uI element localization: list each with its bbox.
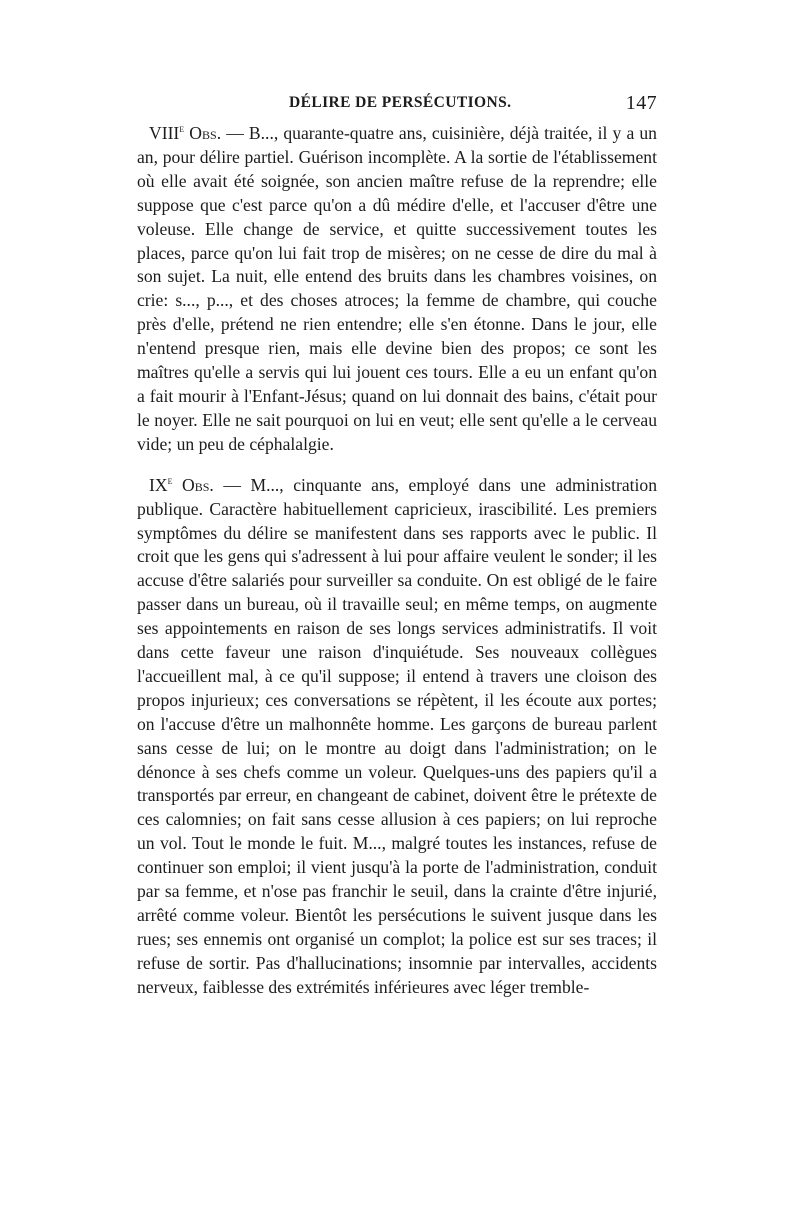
observation-text: — B..., quarante-quatre ans, cuisinière, déjà traitée, il y a un an, pour délire partiel. Guérison incomplète. A la sortie de l'établissement où elle avait été soignée, son ancien maître refuse de la reprendre; elle suppose que c'est parce qu'on a dû médire d'elle, et l'accuser d'être une voleuse. Elle change de service, et quitte successivement toutes les places, parce qu'on lui fait trop de misères; on ne cesse de dire du mal à son sujet. La nuit, elle entend des bruits dans les chambres voisines, on crie: s..., p..., et des choses atroces; la femme de chambre, qui couche près d'elle, prétend ne rien entendre; elle s'en étonne. Dans le jour, elle n'entend presque rien, mais elle devine bien des propos; ce sont les maîtres qu'elle a servis qui lui jouent ces tours. Elle a eu un enfant qu'on a fait mourir à l'Enfant-Jésus; quand on lui donnait des bains, c'était pour le noyer. Elle ne sait pourquoi on lui en veut; elle sent qu'elle a le cerveau vide; un peu de céphalalgie. xyxy=(137,123,657,454)
book-page xyxy=(137,94,657,1000)
running-header xyxy=(137,94,657,122)
observation-number: VIII xyxy=(149,123,180,143)
observation-abbrev: Obs. xyxy=(172,474,214,495)
observation-text: — M..., cinquante ans, employé dans une administration publique. Caractère habituellement capricieux, irascibilité. Les premiers symptômes du délire se manifestent dans ses rapports avec le public. Il croit que les gens qui s'adressent à lui pour affaire veulent le sonder; il les accuse d'être salariés pour surveiller sa conduite. On est obligé de le faire passer dans un bureau, où il travaille seul; en même temps, on augmente ses appointements en raison de ses longs services administratifs. Il voit dans cette faveur une raison d'inquiétude. Ses nouveaux collègues l'accueillent mal, à ce qu'il suppose; il entend à travers une cloison des propos injurieux; ces conversations se répètent, il les écoute aux portes; on l'accuse d'être un malhonnête homme. Les garçons de bureau parlent sans cesse de lui; on le montre au doigt dans l'administration; on le dénonce à ses chefs comme un voleur. Quelques-uns des papiers qu'il a transportés par erreur, en changeant de cabinet, doivent être le prétexte de ces calomnies; on fait sans cesse allusion à ces papiers; on lui reproche un vol. Tout le monde le fuit. M..., malgré toutes les instances, refuse de continuer son emploi; il vient jusqu'à la porte de l'administration, conduit par sa femme, et n'ose pas franchir le seuil, dans la crainte d'être injurié, arrêté comme voleur. Bientôt les persécutions le suivent jusque dans les rues; ses ennemis ont organisé un complot; la police est sur ses traces; il refuse de sortir. Pas d'hallucinations; insomnie par intervalles, accidents nerveux, faiblesse des extrémités inférieures avec léger tremble- xyxy=(137,474,657,997)
page-number: 147 xyxy=(625,92,657,114)
observation-number: IX xyxy=(149,474,168,495)
ordinal-suffix: e xyxy=(167,474,173,487)
observation-label xyxy=(149,475,214,495)
ordinal-suffix: e xyxy=(179,123,185,136)
observation-label xyxy=(149,123,221,143)
observation-paragraph xyxy=(137,122,657,457)
observation-abbrev: Obs. xyxy=(184,123,222,143)
running-title: DÉLIRE DE PERSÉCUTIONS. xyxy=(289,94,512,111)
observation-paragraph xyxy=(137,474,657,1000)
